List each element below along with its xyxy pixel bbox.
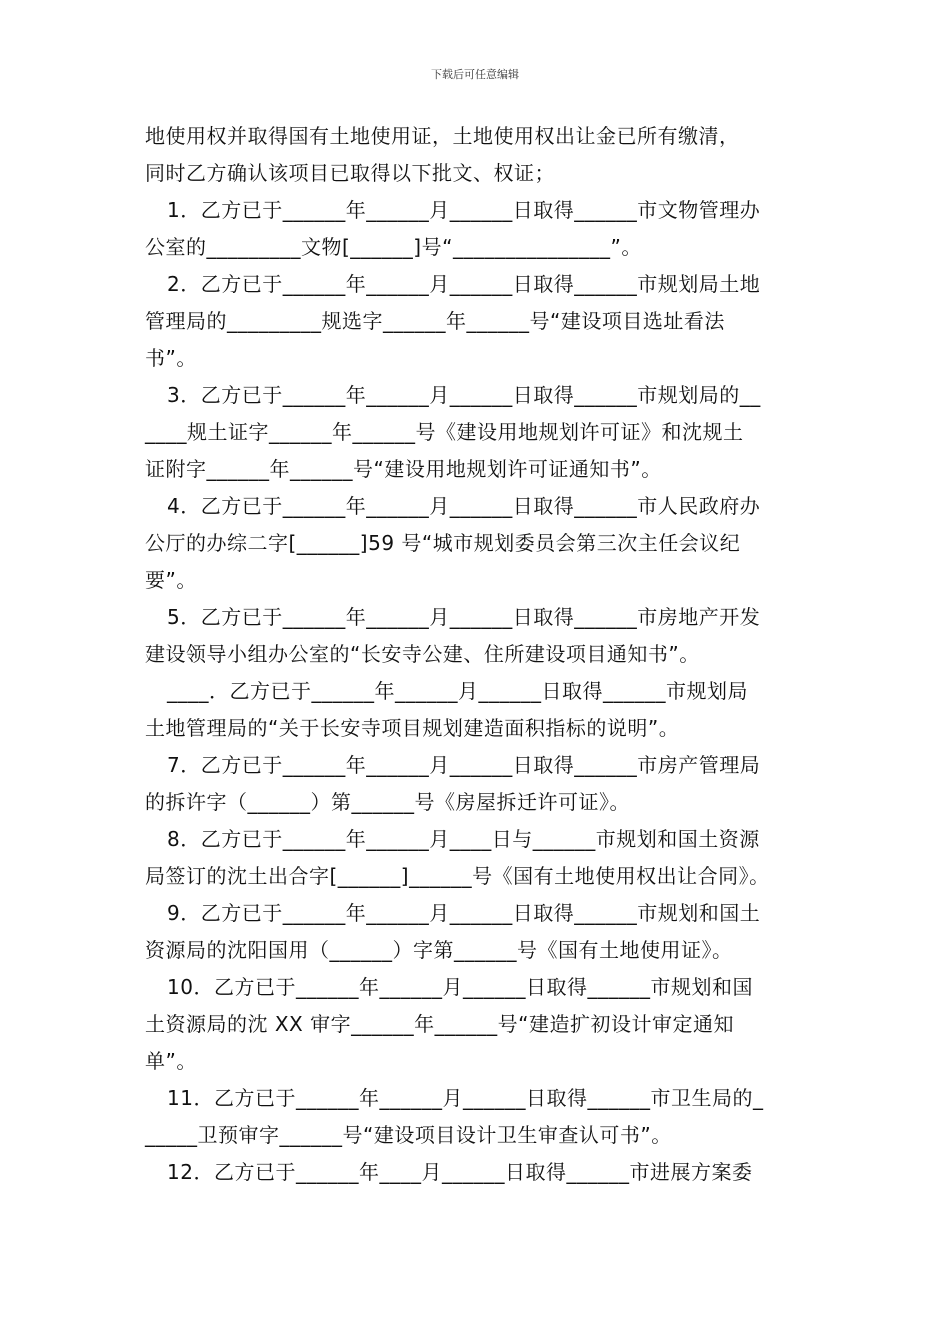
text-line: 公室的_________文物[______]号“_______________”。 (145, 235, 642, 259)
text-line: 局签订的沈土出合字[______]______号《国有土地使用权出让合同》。 (145, 864, 770, 888)
text-line: _____卫预审字______号“建设项目设计卫生审查认可书”。 (145, 1123, 672, 1147)
text-line: 书”。 (145, 346, 197, 370)
text-line: 12．乙方已于______年____月______日取得______市进展方案委 (167, 1160, 753, 1184)
text-line: 管理局的_________规选字______年______号“建设项目选址看法 (145, 309, 725, 333)
text-line: 同时乙方确认该项目已取得以下批文、权证； (145, 161, 555, 185)
text-line: 8．乙方已于______年______月____日与______市规划和国土资源 (167, 827, 760, 851)
text-line: ____．乙方已于______年______月______日取得______市规划局 (167, 679, 748, 703)
text-line: 要”。 (145, 568, 197, 592)
text-line: 9．乙方已于______年______月______日取得______市规划和国土 (167, 901, 761, 925)
document-body (145, 118, 825, 1191)
text-line: 3．乙方已于______年______月______日取得______市规划局的__ (167, 383, 761, 407)
text-line: 1．乙方已于______年______月______日取得______市文物管理办 (167, 198, 761, 222)
header-note: 下载后可任意编辑 (431, 68, 519, 81)
text-line: 4．乙方已于______年______月______日取得______市人民政府办 (167, 494, 761, 518)
text-line: ____规土证字______年______号《建设用地规划许可证》和沈规土 (145, 420, 744, 444)
text-line: 的拆许字（______）第______号《房屋拆迁许可证》。 (145, 790, 630, 814)
text-line: 2．乙方已于______年______月______日取得______市规划局土地 (167, 272, 761, 296)
text-line: 资源局的沈阳国用（______）字第______号《国有土地使用证》。 (145, 938, 733, 962)
text-line: 证附字______年______号“建设用地规划许可证通知书”。 (145, 457, 662, 481)
text-line: 11．乙方已于______年______月______日取得______市卫生局的_ (167, 1086, 764, 1110)
text-line: 7．乙方已于______年______月______日取得______市房产管理局 (167, 753, 761, 777)
text-line: 10．乙方已于______年______月______日取得______市规划和国 (167, 975, 753, 999)
text-line: 单”。 (145, 1049, 197, 1073)
text-line: 建设领导小组办公室的“长安寺公建、住所建设项目通知书”。 (145, 642, 700, 666)
text-line: 土资源局的沈 XX 审字______年______号“建造扩初设计审定通知 (145, 1012, 734, 1036)
text-line: 5．乙方已于______年______月______日取得______市房地产开发 (167, 605, 761, 629)
text-line: 公厅的办综二字[______]59 号“城市规划委员会第三次主任会议纪 (145, 531, 741, 555)
text-line: 地使用权并取得国有土地使用证，土地使用权出让金已所有缴清， (145, 124, 740, 148)
text-line: 土地管理局的“关于长安寺项目规划建造面积指标的说明”。 (145, 716, 680, 740)
